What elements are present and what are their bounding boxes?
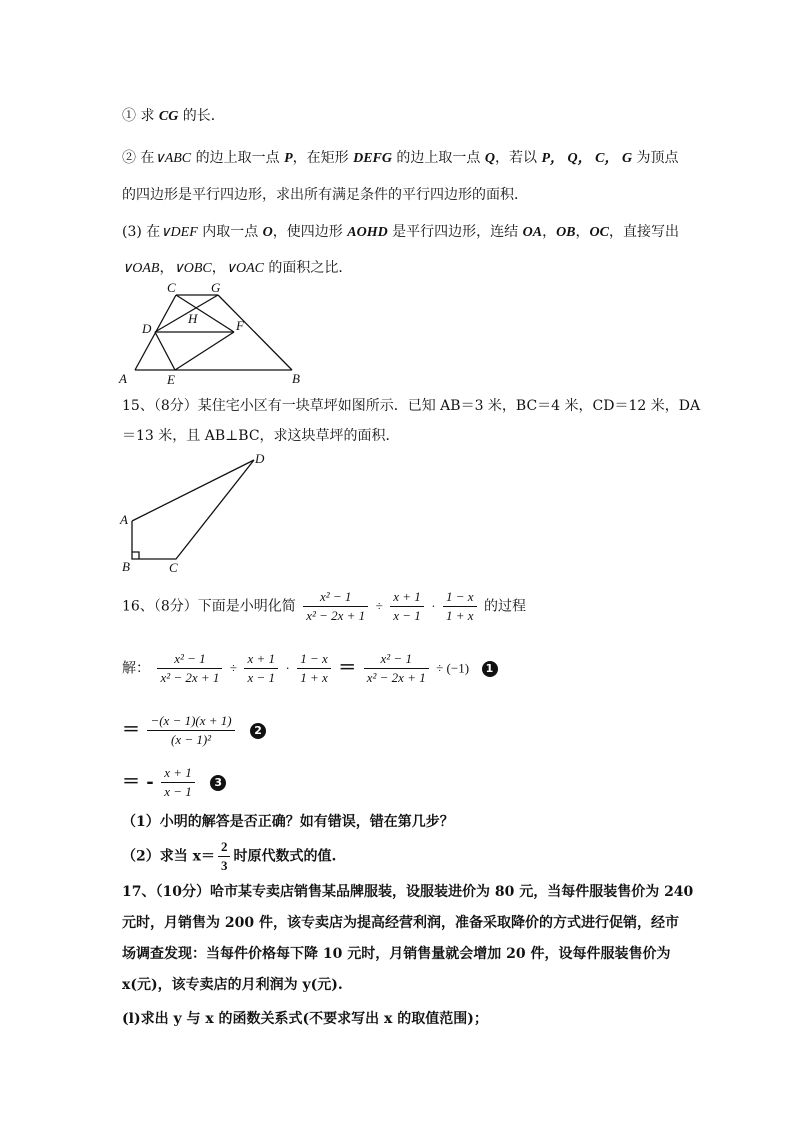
- s1-frac-c: $\frac{1 - x}{1 + x}$: [297, 650, 331, 687]
- step-2-marker: 2: [250, 723, 266, 739]
- fig14-label-g: G: [211, 280, 221, 295]
- s1-frac-a: $\frac{\text{x² − 1}}{\text{x² − 2x + 1}}$: [157, 650, 222, 687]
- q17-text-line2: 元时，月销售为 200 件，该专卖店为提高经营利润，准备采取降价的方式进行促销，经市: [122, 915, 679, 931]
- q17-text-line4: x(元)，该专卖店的月利润为 y(元).: [122, 977, 343, 993]
- q15-text-line2: ＝13 米，且 AB⊥BC，求这块草坪的面积．: [122, 428, 400, 444]
- fig15-label-a: A: [120, 512, 128, 527]
- q15-text-line1: 15、（8分）某住宅小区有一块草坪如图所示．已知 AB＝3 米，BC＝4 米，CD＝12 米，DA: [122, 398, 701, 414]
- fig14-label-a: A: [119, 371, 127, 386]
- q14-part3-line1: (3) 在∨DEF 内取一点 O，使四边形 AOHD 是平行四边形，连结 OA，OB，OC，直接写出: [122, 224, 679, 240]
- q16-fraction-1: $\frac{\text{x² − 1}}{\text{x² − 2x + 1}}$: [303, 588, 368, 625]
- q16-fraction-3: $\frac{1 - x}{1 + x}$: [443, 588, 477, 625]
- q16-q2-fraction: $\frac{2}{3}$: [218, 838, 231, 875]
- fig14-label-h: H: [188, 311, 198, 326]
- q14-part2-line1: ② 在∨ABC 的边上取一点 P，在矩形 DEFG 的边上取一点 Q，若以 P， Q， C， G 为顶点: [122, 150, 679, 166]
- s3-frac: $\frac{x + 1}{x - 1}$: [161, 764, 195, 801]
- fig14-label-d: D: [142, 321, 152, 336]
- q16-fraction-2: $\frac{x + 1}{x - 1}$: [390, 588, 424, 625]
- step-3-marker: 3: [210, 775, 226, 791]
- s1-frac-b: $\frac{x + 1}{x - 1}$: [244, 650, 278, 687]
- q17-text-line5: (l)求出 y 与 x 的函数关系式(不要求写出 x 的取值范围)；: [122, 1011, 488, 1027]
- fig14-label-b: B: [292, 371, 300, 386]
- q16-solution-step2: ＝ $\frac{-(x - 1)(x + 1)}{\text{(x − 1)²}}$ 2: [122, 712, 266, 749]
- fig14-label-c: C: [167, 280, 176, 295]
- q14-part2-line2: 的四边形是平行四边形，求出所有满足条件的平行四边形的面积．: [122, 187, 528, 203]
- right-angle-mark: [132, 552, 139, 559]
- q16-question-1: （1）小明的解答是否正确？如有错误，错在第几步？: [122, 814, 454, 830]
- q16-intro: 16、（8分）下面是小明化简 $\frac{\text{x² − 1}}{\text{x² − 2x + 1}}$ ÷ $\frac{x + 1}{x - 1}$ · $\frac{1 - x}{1 + x}$ 的过程: [122, 589, 527, 623]
- lawn-outline: [132, 460, 254, 559]
- fig15-label-b: B: [122, 559, 130, 574]
- q14-part1: ① 求 CG 的长．: [122, 108, 225, 124]
- s2-frac: $\frac{-(x - 1)(x + 1)}{\text{(x − 1)²}}$: [147, 712, 234, 749]
- q16-question-2: （2）求当 x＝ $\frac{2}{3}$ 时原代数式的值.: [122, 839, 337, 873]
- q17-text-line1: 17、（10分）哈市某专卖店销售某品牌服装，设服装进价为 80 元，当每件服装售价为 240: [122, 884, 694, 900]
- q14-part3-line2: ∨OAB，∨OBC，∨OAC 的面积之比．: [122, 260, 353, 276]
- q16-solution-step1: 解： $\frac{\text{x² − 1}}{\text{x² − 2x + 1}}$ ÷ $\frac{x + 1}{x - 1}$ · $\frac{1 - x}{1 + x}$ ＝ $\frac{\text{x² − 1}}{\text{x² − 2x + 1}}$ ÷ (−1) 1: [122, 650, 498, 687]
- fig15-label-c: C: [169, 560, 178, 575]
- q16-solution-step3: ＝ - $\frac{x + 1}{x - 1}$ 3: [122, 764, 226, 801]
- fig15-label-d: D: [255, 451, 265, 466]
- s1-frac-d: $\frac{\text{x² − 1}}{\text{x² − 2x + 1}}$: [364, 650, 429, 687]
- step-1-marker: 1: [482, 661, 498, 677]
- fig14-label-e: E: [167, 372, 175, 387]
- fig14-label-f: F: [236, 318, 244, 333]
- q17-text-line3: 场调查发现：当每件价格每下降 10 元时，月销售量就会增加 20 件，设每件服装售价为: [122, 946, 671, 962]
